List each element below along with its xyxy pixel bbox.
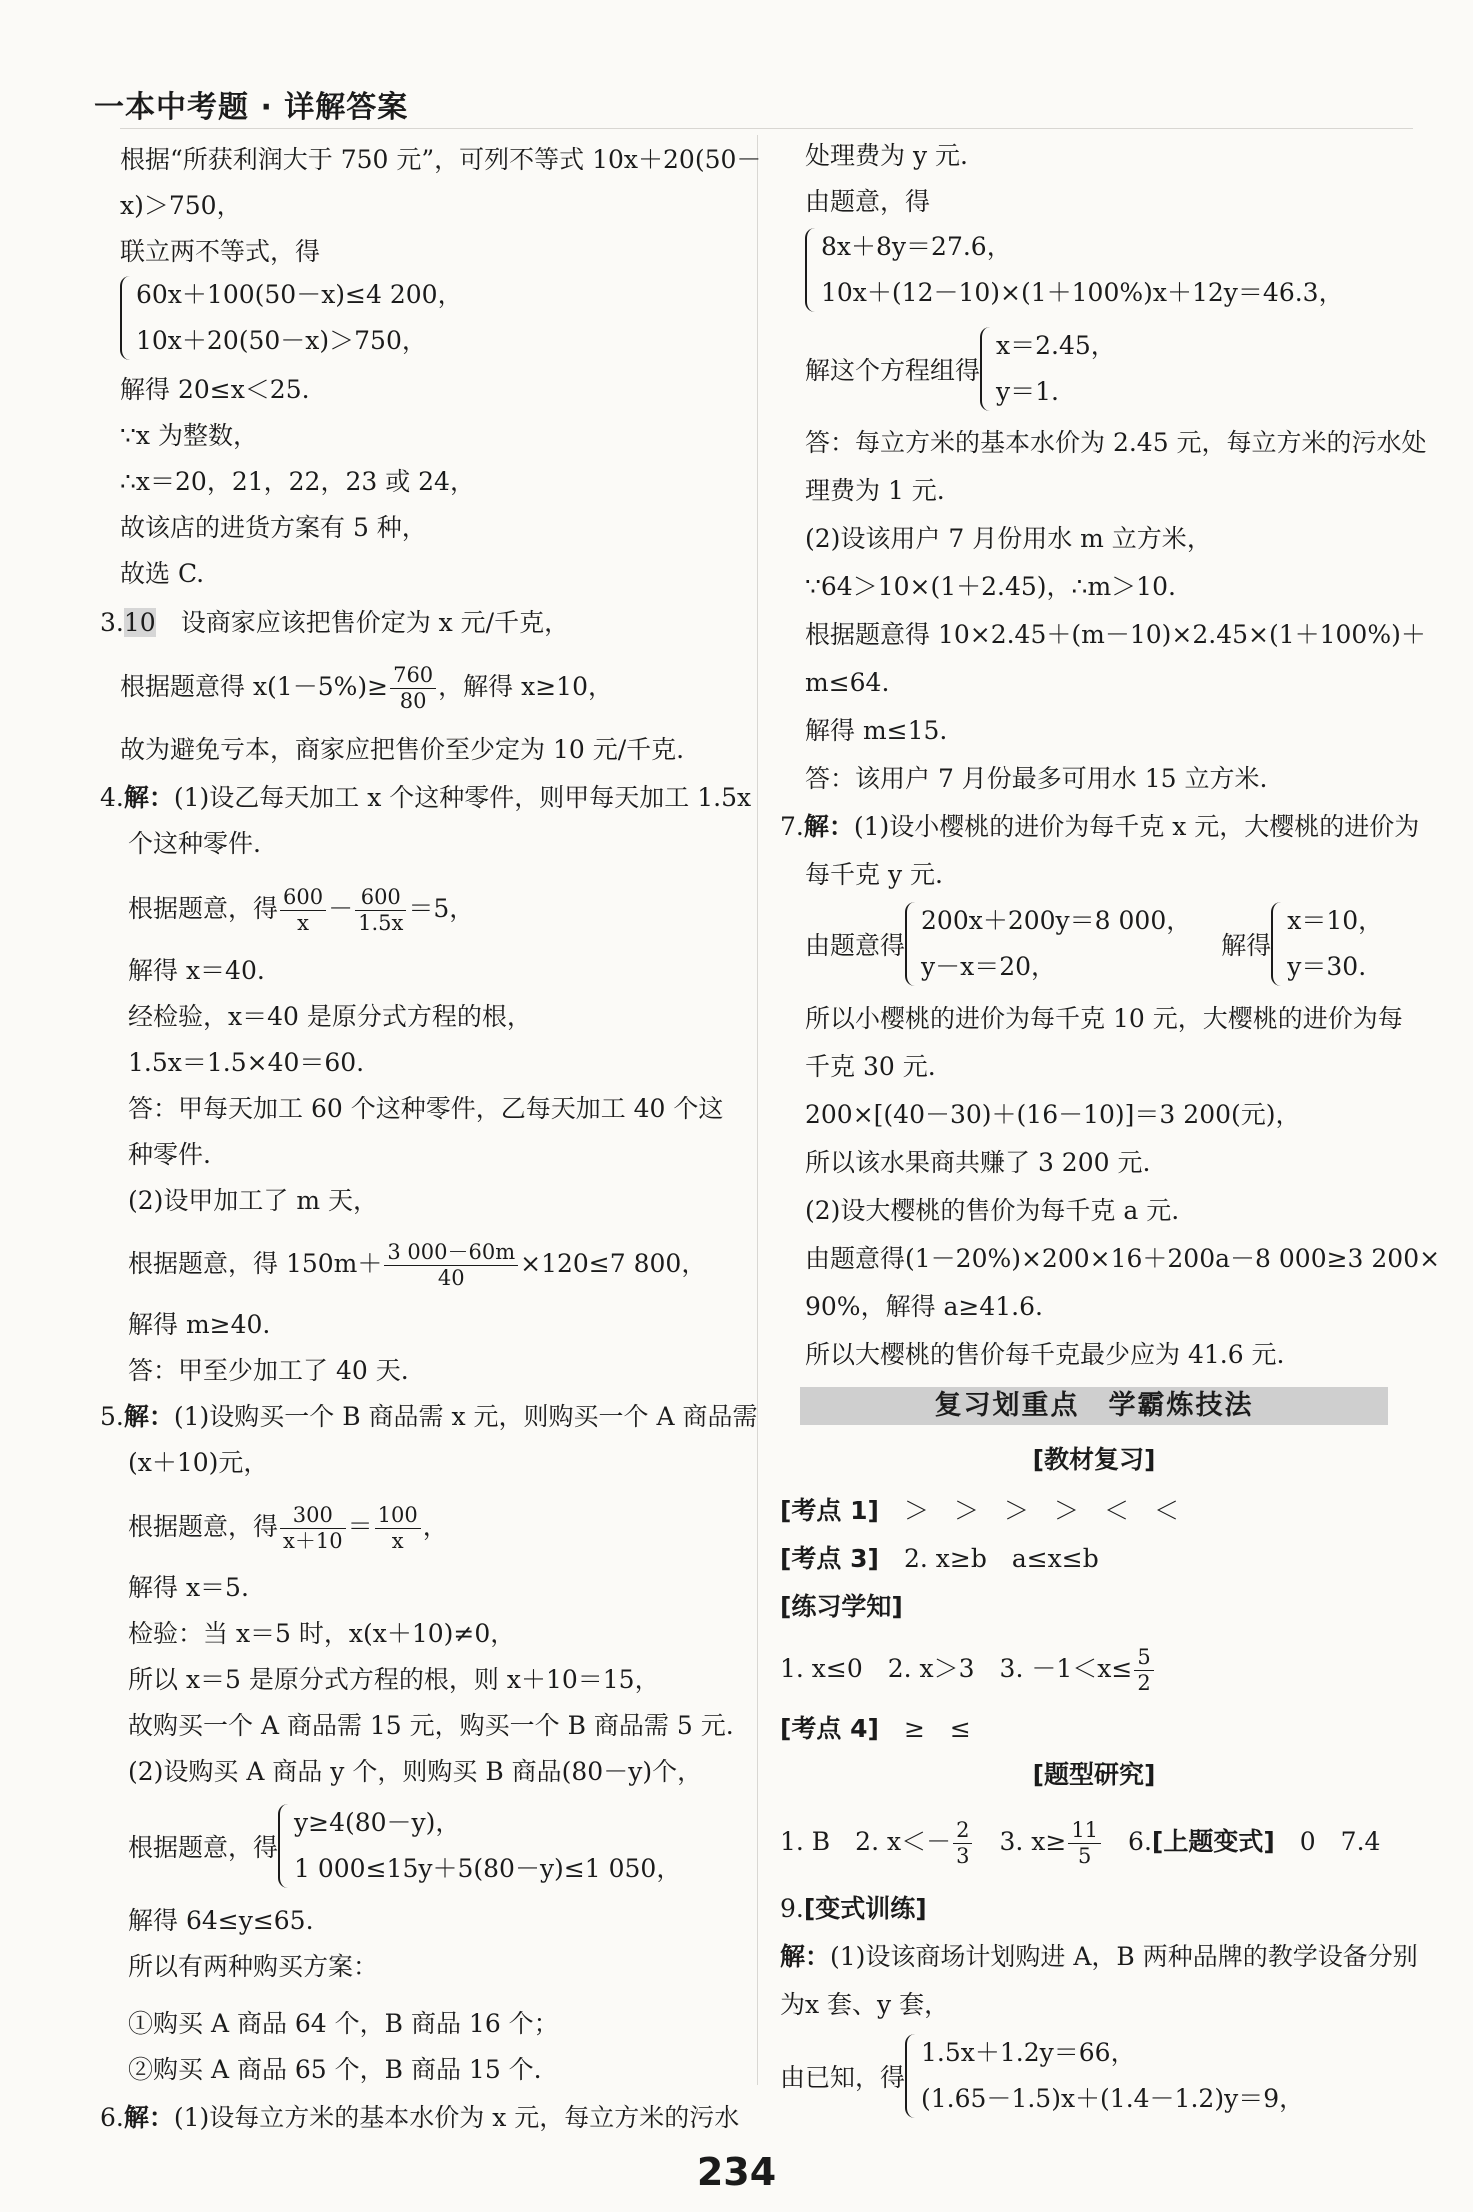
answer-line: [780, 1886, 927, 1932]
section-heading: [教材复习]: [1032, 1445, 1156, 1474]
text-span: 设商家应该把售价定为 x 元/千克，: [180, 608, 570, 637]
answer-line: [780, 1706, 971, 1752]
fraction: $\frac{3 000-60m}{40}$: [384, 1240, 518, 1291]
text-line: 所以有两种购买方案：: [128, 1952, 379, 1981]
text-span: ≥ ≤: [903, 1714, 971, 1743]
equation-line: [120, 663, 613, 713]
text-line: 所以小樱桃的进价为每千克 10 元，大樱桃的进价为每: [805, 1004, 1403, 1033]
text-span: 3. x≥: [974, 1827, 1067, 1856]
text-line: 由题意，得: [805, 187, 931, 216]
text-span: －: [328, 894, 354, 923]
fraction: $\frac{600}{1.5x}$: [355, 885, 406, 936]
text-line: 所以大樱桃的售价每千克最少应为 41.6 元.: [805, 1340, 1285, 1369]
header-rule: [120, 128, 1413, 129]
solution-label: 解：: [123, 1402, 174, 1431]
text-line: 解得 m≤15.: [805, 716, 948, 745]
text-line: (2)设甲加工了 m 天，: [128, 1186, 379, 1215]
answer-line: [780, 1645, 1156, 1695]
text-line: 个这种零件.: [128, 829, 261, 858]
text-line: 故购买一个 A 商品需 15 元，购买一个 B 商品需 5 元.: [128, 1711, 734, 1740]
question-5: [100, 1394, 758, 1440]
system-row: 8x＋8y＝27.6，: [821, 232, 1012, 261]
solution-label: 解：: [803, 812, 854, 841]
text-line: 答：该用户 7 月份最多可用水 15 立方米.: [805, 764, 1268, 793]
text-span: ，: [422, 1512, 448, 1541]
text-line: 处理费为 y 元.: [805, 141, 968, 170]
text-span: (1)设购买一个 B 商品需 x 元，则购买一个 A 商品需: [173, 1402, 758, 1431]
section-label: [考点 4]: [780, 1714, 879, 1743]
section-label-text: [练习学知]: [780, 1592, 903, 1621]
equation-line: [128, 1240, 707, 1290]
text-line: 理费为 1 元.: [805, 476, 945, 505]
question-7: [780, 804, 1419, 850]
system-row: 60x＋100(50－x)≤4 200，: [136, 280, 463, 309]
question-number: 5.: [100, 1402, 124, 1431]
text-line: 千克 30 元.: [805, 1052, 936, 1081]
section-heading: [题型研究]: [1032, 1760, 1156, 1789]
text-line: 根据“所获利润大于 750 元”，可列不等式 10x＋20(50－: [120, 145, 762, 174]
question-6: [100, 2095, 739, 2141]
section-label: [考点 1]: [780, 1496, 879, 1525]
text-line: ②购买 A 商品 65 个，B 商品 15 个.: [128, 2055, 542, 2084]
text-line: 故为避免亏本，商家应把售价至少定为 10 元/千克.: [120, 735, 685, 764]
solution-label: 解：: [780, 1942, 831, 1971]
text-line: 所以 x＝5 是原分式方程的根，则 x＋10＝15，: [128, 1665, 660, 1694]
text-span: ＝: [347, 1512, 373, 1541]
equation-system: [805, 898, 1383, 990]
question-number: 3.: [100, 608, 124, 637]
text-line: ①购买 A 商品 64 个，B 商品 16 个；: [128, 2009, 559, 2038]
fraction: $\frac{760}{80}$: [390, 663, 436, 714]
system-row: (1.65－1.5)x＋(1.4－1.2)y＝9，: [921, 2084, 1305, 2113]
text-line: ∵x 为整数，: [120, 421, 258, 450]
question-9: [780, 1934, 1418, 1980]
text-span: ＝5，: [408, 894, 475, 923]
text-span: 根据题意，得: [128, 894, 279, 923]
text-span: 1. x≤0 2. x＞3 3. －1＜x≤: [780, 1654, 1133, 1683]
text-line: (2)设购买 A 商品 y 个，则购买 B 商品(80－y)个，: [128, 1757, 703, 1786]
text-line: ∵64＞10×(1＋2.45)，∴m＞10.: [805, 572, 1176, 601]
text-span: 根据题意，得: [128, 1512, 279, 1541]
equation-system: [780, 2030, 1304, 2122]
text-line: (x＋10)元，: [128, 1448, 269, 1477]
text-span: (1)设乙每天加工 x 个这种零件，则甲每天加工 1.5x: [173, 783, 752, 812]
system-row: 1.5x＋1.2y＝66，: [921, 2038, 1136, 2067]
section-banner: 复习划重点 学霸炼技法: [800, 1387, 1388, 1425]
text-span: 0 7.4: [1274, 1827, 1381, 1856]
system-row: y＝1.: [996, 377, 1059, 406]
system-row: 10x＋20(50－x)＞750，: [136, 326, 427, 355]
text-line: 种零件.: [128, 1140, 211, 1169]
text-span: 2. x≥b a≤x≤b: [903, 1544, 1099, 1573]
equation-system: [805, 323, 1116, 415]
fraction: $\frac{100}{x}$: [375, 1503, 421, 1554]
text-span: 根据题意得 x(1－5%)≥: [120, 672, 389, 701]
text-line: 200×[(40－30)＋(16－10)]＝3 200(元)，: [805, 1100, 1301, 1129]
text-line: 故该店的进货方案有 5 种，: [120, 513, 427, 542]
text-line: 解得 64≤y≤65.: [128, 1906, 314, 1935]
question-3: [100, 600, 569, 646]
answer-line: [780, 1818, 1381, 1868]
section-label: [上题变式]: [1151, 1827, 1275, 1856]
text-line: 解得 m≥40.: [128, 1310, 271, 1339]
answer-line: [780, 1488, 1179, 1534]
solution-label: 解：: [123, 783, 174, 812]
text-line: 所以该水果商共赚了 3 200 元.: [805, 1148, 1151, 1177]
section-label: [变式训练]: [803, 1894, 927, 1923]
system-row: y－x＝20，: [921, 952, 1057, 981]
inequality-system: [120, 272, 463, 364]
solution-label: 解：: [123, 2103, 174, 2132]
text-line: m≤64.: [805, 668, 890, 697]
text-span: 根据题意，得: [128, 1833, 279, 1862]
text-line: 每千克 y 元.: [805, 860, 943, 889]
text-line: 联立两不等式，得: [120, 237, 321, 266]
equation-line: [128, 885, 475, 935]
fraction: $\frac{2}{3}$: [953, 1818, 972, 1869]
text-line: 为x 套、y 套，: [780, 1990, 950, 2019]
text-span: (1)设该商场计划购进 A，B 两种品牌的教学设备分别: [830, 1942, 1418, 1971]
fraction: $\frac{300}{x+10}$: [280, 1503, 346, 1554]
question-number: 4.: [100, 783, 124, 812]
page-number: 234: [696, 2150, 777, 2194]
text-line: 解得 20≤x＜25.: [120, 375, 310, 404]
text-line: 检验：当 x＝5 时，x(x＋10)≠0，: [128, 1619, 516, 1648]
section-label: [780, 1584, 903, 1630]
fraction: $\frac{600}{x}$: [280, 885, 326, 936]
section-label: [考点 3]: [780, 1544, 879, 1573]
text-line: 根据题意得 10×2.45＋(m－10)×2.45×(1＋100%)＋: [805, 620, 1426, 649]
text-span: 由已知，得: [780, 2063, 906, 2092]
text-line: (2)设该用户 7 月份用水 m 立方米，: [805, 524, 1212, 553]
system-row: y＝30.: [1287, 952, 1367, 981]
fraction: $\frac{11}{5}$: [1068, 1818, 1101, 1869]
equation-system: [805, 224, 1344, 316]
text-line: 90%，解得 a≥41.6.: [805, 1292, 1043, 1321]
system-row: y≥4(80－y)，: [294, 1808, 461, 1837]
text-span: 解得: [1221, 931, 1272, 960]
text-span: ＞ ＞ ＞ ＞ ＜ ＜: [903, 1496, 1179, 1525]
text-span: ，解得 x≥10，: [438, 672, 613, 701]
text-span: 根据题意，得 150m＋: [128, 1249, 383, 1278]
text-line: 答：甲每天加工 60 个这种零件，乙每天加工 40 个这: [128, 1094, 724, 1123]
text-span: 由题意得: [805, 931, 906, 960]
text-span: 1. B 2. x＜－: [780, 1827, 952, 1856]
column-divider: [757, 135, 758, 2085]
question-4: [100, 775, 751, 821]
text-line: 解得 x＝40.: [128, 956, 265, 985]
text-span: 6.: [1103, 1827, 1152, 1856]
text-span: ×120≤7 800，: [520, 1249, 707, 1278]
fraction: $\frac{5}{2}$: [1134, 1645, 1153, 1696]
text-line: 1.5x＝1.5×40＝60.: [128, 1048, 365, 1077]
equation-line: [128, 1503, 448, 1553]
system-row: 1 000≤15y＋5(80－y)≤1 050，: [294, 1854, 682, 1883]
page-header-title: 一本中考题 · 详解答案: [94, 90, 409, 125]
system-row: x＝10，: [1287, 906, 1384, 935]
text-line: 解得 x＝5.: [128, 1573, 249, 1602]
text-line: 由题意得(1－20%)×200×16＋200a－8 000≥3 200×: [805, 1244, 1441, 1273]
system-row: x＝2.45，: [996, 331, 1116, 360]
question-number: 6.: [100, 2103, 124, 2132]
text-span: 解这个方程组得: [805, 356, 981, 385]
question-number: 7.: [780, 812, 804, 841]
answer-highlight: 10: [123, 608, 156, 637]
text-line: 故选 C.: [120, 559, 205, 588]
text-span: (1)设小樱桃的进价为每千克 x 元，大樱桃的进价为: [853, 812, 1420, 841]
text-line: ∴x＝20，21，22，23 或 24，: [120, 467, 475, 496]
text-line: x)＞750，: [120, 191, 242, 220]
text-line: 经检验，x＝40 是原分式方程的根，: [128, 1002, 532, 1031]
system-row: 200x＋200y＝8 000，: [921, 906, 1192, 935]
text-line: 答：每立方米的基本水价为 2.45 元，每立方米的污水处: [805, 428, 1427, 457]
inequality-system: [128, 1800, 681, 1892]
answer-line: [780, 1536, 1099, 1582]
text-span: (1)设每立方米的基本水价为 x 元，每立方米的污水: [173, 2103, 740, 2132]
text-line: 答：甲至少加工了 40 天.: [128, 1356, 409, 1385]
system-row: 10x＋(12－10)×(1＋100%)x＋12y＝46.3，: [821, 278, 1344, 307]
text-line: (2)设大樱桃的售价为每千克 a 元.: [805, 1196, 1180, 1225]
question-number: 9.: [780, 1894, 804, 1923]
